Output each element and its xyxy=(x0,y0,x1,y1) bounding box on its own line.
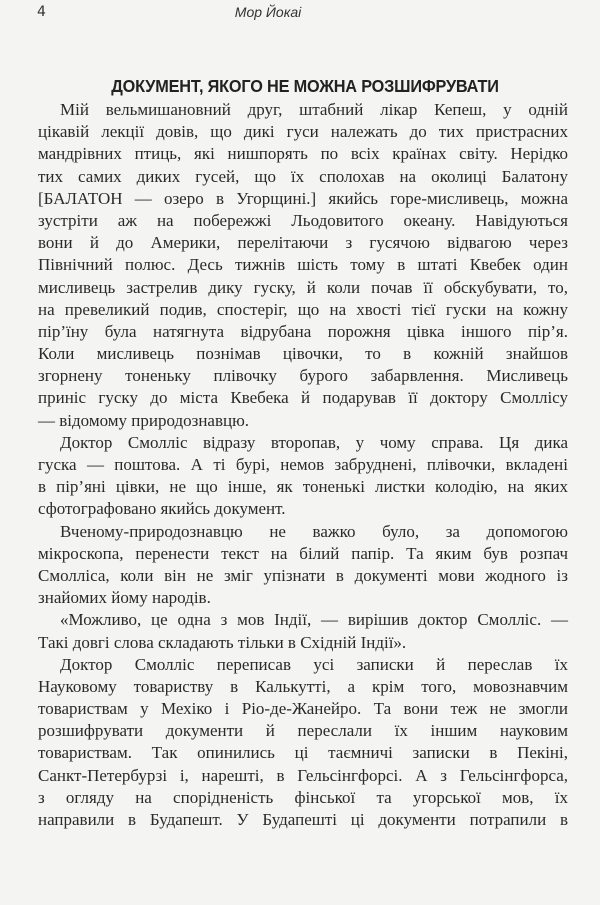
text-line: знайомих йому народів. xyxy=(38,588,211,608)
text-line: згорнену тоненьку плівочку бурого забарвлення. Мисливець xyxy=(38,366,568,386)
text-line: на превеликий подив, спостеріг, що на хвості тієї гуски на кожну xyxy=(38,299,568,319)
text-line: Смолліса, коли він не зміг упізнати в документі мови жодного із xyxy=(38,565,568,585)
text-line: сфотографовано якийсь документ. xyxy=(38,499,286,519)
paragraph xyxy=(38,99,568,432)
page-number: 4 xyxy=(37,4,46,20)
text-line: гуска — поштова. А ті бурі, немов забруднені, плівочки, вкладені xyxy=(38,455,568,474)
text-line: вони й до Америки, перелітаючи з гусячою відвагою через xyxy=(38,233,568,253)
text-line: Санкт-Петербурзі і, нарешті, в Гельсінгфорсі. А з Гельсінгфорса, xyxy=(38,765,568,785)
chapter-title: ДОКУМЕНТ, ЯКОГО НЕ МОЖНА РОЗШИФРУВАТИ xyxy=(111,76,499,96)
paragraph xyxy=(38,654,568,832)
text-line: товариствам. Так опинились ці таємничі записки в Пекіні, xyxy=(38,743,568,763)
text-line: пір’їну була натягнута відрубана порожня цівка іншого пір’я. xyxy=(38,321,568,341)
text-line: зустріти аж на побережжі Льодовитого океану. Навідуються xyxy=(38,210,568,230)
text-line: товариствам у Мехіко і Ріо-де-Жанейро. Та вони теж не змогли xyxy=(38,699,568,719)
text-line: мандрівних птиць, які нишпорять по всіх країнах світу. Нерідко xyxy=(38,144,568,164)
text-line: «Можливо, це одна з мов Індії, — вирішив доктор Смолліс. — xyxy=(60,610,568,630)
text-line: Вченому-природознавцю не важко було, за допомогою xyxy=(60,521,568,541)
text-line: направили в Будапешт. У Будапешті ці документи потрапили в xyxy=(38,810,568,829)
text-line: Доктор Смолліс відразу второпав, у чому справа. Ця дика xyxy=(60,432,568,452)
text-line: тих самих диких гусей, що їх сполохав на околиці Балатону xyxy=(38,166,568,186)
text-line: з огляду на спорідненість фінської та угорської мов, їх xyxy=(38,787,568,807)
text-line: [БАЛАТОН — озеро в Угорщині.] якийсь горе-мисливець, можна xyxy=(38,188,568,208)
text-line: цікавій лекції довів, що дикі гуси належать до тих пристрасних xyxy=(38,122,568,142)
text-line: Науковому товариству в Калькутті, а крім того, мовознавчим xyxy=(38,676,568,696)
text-line: Мій вельмишановний друг, штабний лікар Кепеш, у одній xyxy=(60,100,568,119)
text-line: Доктор Смолліс переписав усі записки й переслав їх xyxy=(60,654,568,674)
text-line: Коли мисливець познімав цівочки, то в кожній знайшов xyxy=(38,344,568,364)
running-head-author: Мор Йокаі xyxy=(234,4,302,20)
text-line: мікроскопа, перенести текст на білий папір. Та яким був розпач xyxy=(38,543,568,563)
body-text xyxy=(38,99,568,831)
text-line: розшифрувати документи й переслали їх іншим науковим xyxy=(38,721,568,741)
text-line: в пір’яні цівки, не що інше, як тоненькі листки колодію, на яких xyxy=(38,477,568,497)
text-line: Північний полюс. Десь тижнів шість тому в штаті Квебек один xyxy=(38,255,568,275)
text-line: приніс гуску до міста Квебека й подарував її доктору Смоллісу xyxy=(38,388,568,408)
text-line: мисливець застрелив дику гуску, й коли почав її обскубувати, то, xyxy=(38,277,568,297)
paragraph xyxy=(38,609,568,653)
text-line: — відомому природознавцю. xyxy=(38,410,250,430)
paragraph xyxy=(38,432,568,521)
paragraph xyxy=(38,521,568,610)
text-line: Такі довгі слова складають тільки в Східній Індії». xyxy=(38,632,407,652)
